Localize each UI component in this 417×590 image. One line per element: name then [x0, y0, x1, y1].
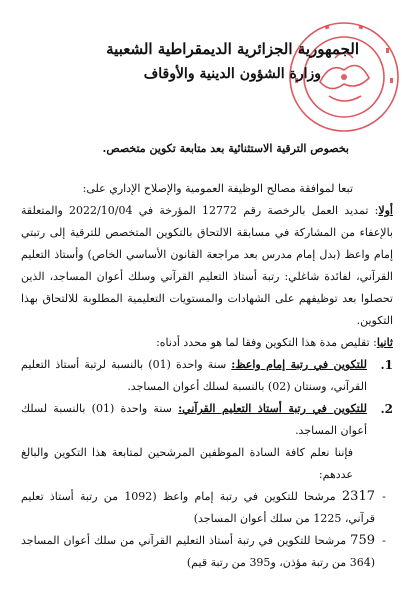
list-item	[21, 354, 393, 398]
ministry-heading: وزارة الشؤون الدينية والأوقاف	[143, 66, 321, 82]
count-text	[21, 530, 375, 574]
list-item	[21, 530, 393, 574]
subject-line: بخصوص الترقية الاستثنائية بعد متابعة تكوين متخصص.	[102, 142, 349, 155]
item-title: للتكوين في رتبة أستاذ التعليم القرآني:	[178, 402, 367, 415]
dash-marker: -	[382, 534, 386, 547]
item-text	[21, 398, 367, 442]
second-label: ثانيا	[376, 336, 393, 349]
dash-marker: -	[382, 490, 386, 503]
count-number: 2317	[341, 489, 375, 504]
first-text-c: والمتعلقة بالإعفاء من المشاركة في مسابقة الالتحاق بالتكوين المتخصص للترقية إلى رتبتي إمام واعظ (بدل إمام مدرس بعد مراجعة القانون الأساسي الخاص) وأستاذ التعليم القرآني، لفائدة شاغلي: رتبة أستاذ التعليم القرآني وسلك أعوان المساجد، الذين تحصلوا بعد توظيفهم على الشهادات والمستويات التعليمية المطلوبة للالتحاق بهذا التكوين.	[21, 204, 393, 327]
second-text: : تقليص مدة هذا التكوين وفقا لما هو محدد أدناه:	[156, 336, 377, 349]
first-text-a: : تمديد العمل بالرخصة رقم	[237, 204, 379, 217]
first-paragraph	[21, 200, 393, 332]
count-number: 759	[350, 533, 375, 548]
letter-body	[21, 178, 393, 574]
first-label: أولا	[378, 204, 393, 217]
count-body: مرشحا للتكوين في رتبة إمام واعظ (1092 من رتبة أستاذ تعليم قرآني، 1225 من سلك أعوان المساجد)	[21, 490, 375, 525]
first-ref-number: 12772	[202, 204, 238, 217]
intro-paragraph: تبعا لموافقة مصالح الوظيفة العمومية والإصلاح الإداري على:	[82, 182, 353, 195]
item-body: سنة واحدة (01) بالنسبة لسلك أعوان المساجد.	[21, 402, 367, 437]
first-text-b: المؤرخة في	[132, 204, 203, 217]
republic-heading: الجمهورية الجزائرية الديمقراطية الشعبية	[106, 40, 359, 58]
item-body: سنة واحدة (01) بالنسبة لرتبة أستاذ التعليم القرآني، وسنتان (02) بالنسبة لسلك أعوان المساجد.	[21, 358, 367, 393]
item-text	[21, 354, 367, 398]
list-item	[21, 398, 393, 442]
count-body: مرشحا للتكوين في رتبة أستاذ التعليم القرآني من سلك أعوان المساجد (364 من رتبة مؤذن، و395 من رتبة قيم)	[21, 534, 375, 569]
item-number: 2.	[380, 402, 393, 416]
item-number: 1.	[380, 358, 393, 372]
second-paragraph	[21, 332, 393, 354]
notice-paragraph: فإننا نعلم كافة السادة الموظفين المرشحين لمتابعة هذا التكوين والبالغ عددهم:	[21, 446, 353, 481]
count-text	[21, 486, 375, 530]
list-item	[21, 486, 393, 530]
first-ref-date: 2022/10/04	[69, 204, 133, 217]
item-title: للتكوين في رتبة إمام واعظ:	[231, 358, 368, 371]
